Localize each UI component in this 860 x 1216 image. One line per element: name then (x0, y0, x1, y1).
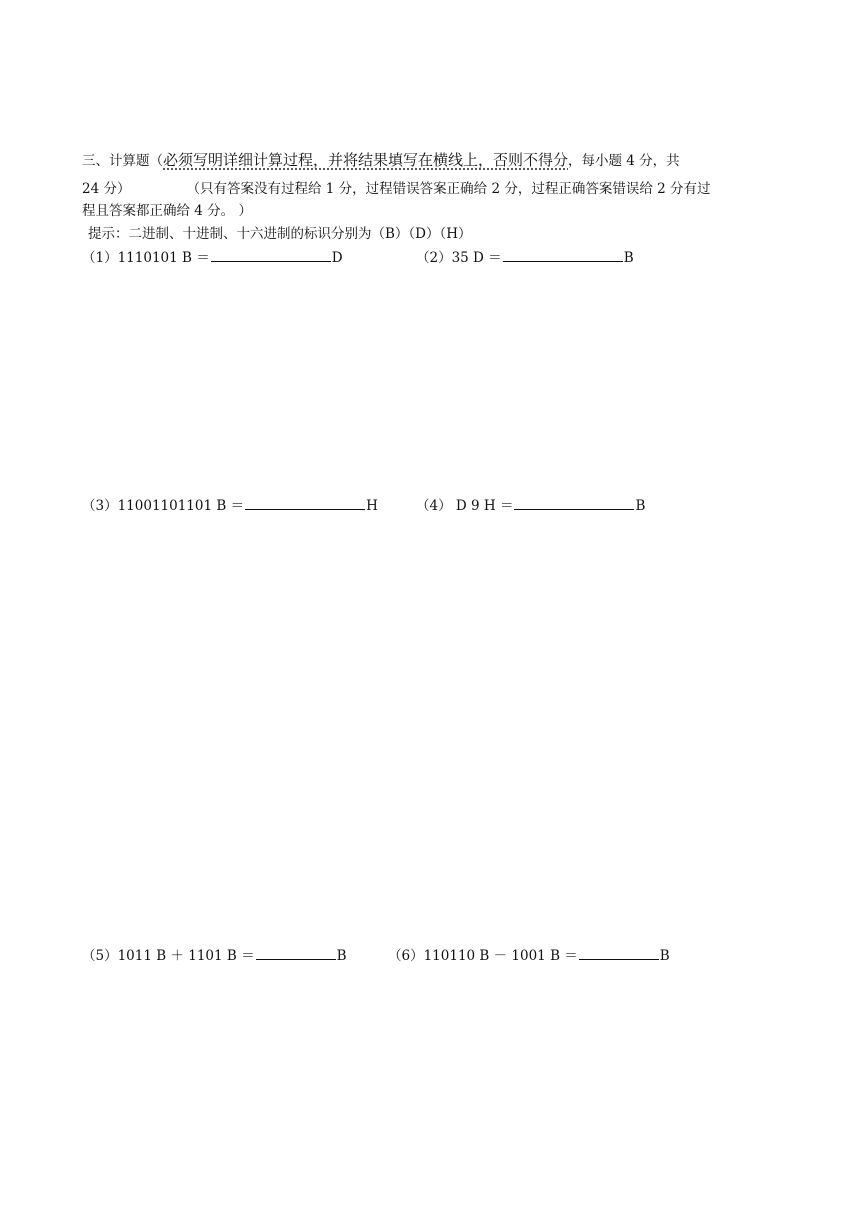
question-4-answer-blank[interactable] (514, 496, 634, 510)
heading-suffix: ，每小题 4 分，共 (568, 153, 680, 169)
question-3 (82, 496, 378, 515)
question-2-answer-blank[interactable] (503, 248, 623, 262)
question-5 (82, 946, 347, 965)
question-6-label: （6）110110 B － 1001 B ＝ (388, 948, 578, 964)
question-5-unit: B (336, 948, 347, 964)
question-3-answer-blank[interactable] (245, 496, 365, 510)
question-1-answer-blank[interactable] (211, 248, 331, 262)
question-2 (416, 248, 634, 267)
question-2-label: （2）35 D ＝ (416, 250, 502, 266)
question-1-label: （1）1110101 B ＝ (82, 250, 210, 266)
section-heading (82, 151, 680, 170)
question-4-unit: B (635, 498, 646, 514)
question-6-unit: B (659, 948, 670, 964)
heading-emphasis: 必须写明详细计算过程，并将结果填写在横线上，否则不得分 (163, 151, 569, 169)
hint-text: 提示：二进制、十进制、十六进制的标识分别为（B）（D）（H） (88, 226, 472, 242)
question-3-unit: H (366, 498, 378, 514)
scoring-rule-continued: 程且答案都正确给 4 分。 ） (82, 203, 252, 219)
question-4 (416, 496, 645, 515)
question-4-label: （4） D 9 H ＝ (416, 498, 514, 514)
question-2-unit: B (623, 250, 634, 266)
question-1-unit: D (331, 250, 343, 266)
total-score: 24 分） (82, 181, 131, 197)
question-5-answer-blank[interactable] (256, 946, 336, 960)
heading-prefix: 三、计算题（ (82, 153, 163, 169)
question-6-answer-blank[interactable] (579, 946, 659, 960)
scoring-rule: （只有答案没有过程给 1 分，过程错误答案正确给 2 分，过程正确答案错误给 2 分有过 (186, 181, 711, 197)
question-3-label: （3）11001101101 B ＝ (82, 498, 245, 514)
section-subheading (82, 180, 711, 198)
question-5-label: （5）1011 B ＋ 1101 B ＝ (82, 948, 255, 964)
question-6 (388, 946, 670, 965)
question-1 (82, 248, 343, 267)
